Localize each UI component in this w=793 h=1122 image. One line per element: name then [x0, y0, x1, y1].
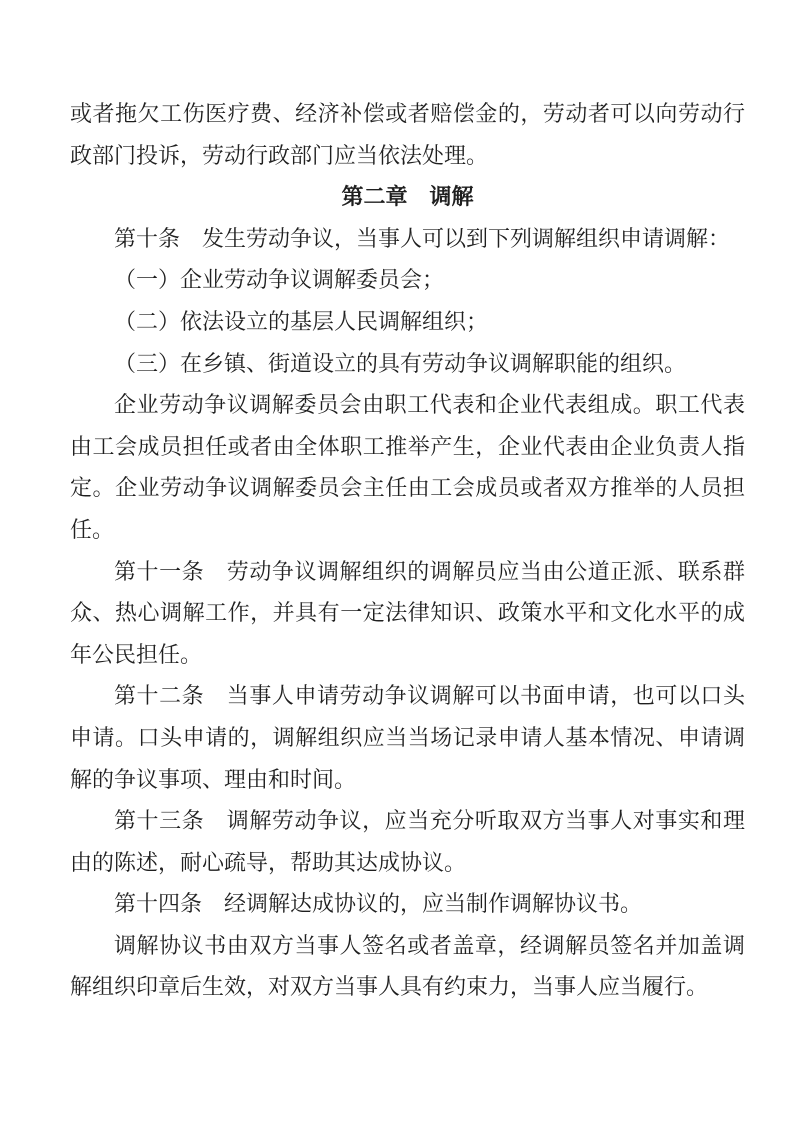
article-10-paragraph: 第十条 发生劳动争议，当事人可以到下列调解组织申请调解：: [114, 225, 731, 251]
paragraph-continuation: 或者拖欠工伤医疗费、经济补偿或者赔偿金的，劳动者可以向劳动行政部门投诉，劳动行政部门应当依法处理。: [70, 101, 745, 168]
committee-composition-paragraph: 企业劳动争议调解委员会由职工代表和企业代表组成。职工代表由工会成员担任或者由全体职工推举产生，企业代表由企业负责人指定。企业劳动争议调解委员会主任由工会成员或者双方推举的人员担任。: [70, 392, 745, 542]
article-14-paragraph: 第十四条 经调解达成协议的，应当制作调解协议书。: [114, 891, 643, 917]
list-item-3: （三）在乡镇、街道设立的具有劳动争议调解职能的组织。: [114, 350, 687, 376]
list-item-2: （二）依法设立的基层人民调解组织；: [114, 308, 489, 334]
article-12-paragraph: 第十二条 当事人申请劳动争议调解可以书面申请，也可以口头申请。口头申请的，调解组织应当当场记录申请人基本情况、申请调解的争议事项、理由和时间。: [70, 683, 745, 792]
list-item-1: （一）企业劳动争议调解委员会；: [114, 267, 445, 293]
chapter-heading: 第二章 调解: [341, 184, 474, 210]
mediation-agreement-paragraph: 调解协议书由双方当事人签名或者盖章，经调解员签名并加盖调解组织印章后生效，对双方当事人具有约束力，当事人应当履行。: [70, 932, 745, 1000]
article-11-paragraph: 第十一条 劳动争议调解组织的调解员应当由公道正派、联系群众、热心调解工作，并具有一定法律知识、政策水平和文化水平的成年公民担任。: [70, 558, 745, 667]
article-13-paragraph: 第十三条 调解劳动争议，应当充分听取双方当事人对事实和理由的陈述，耐心疏导，帮助其达成协议。: [70, 808, 745, 875]
